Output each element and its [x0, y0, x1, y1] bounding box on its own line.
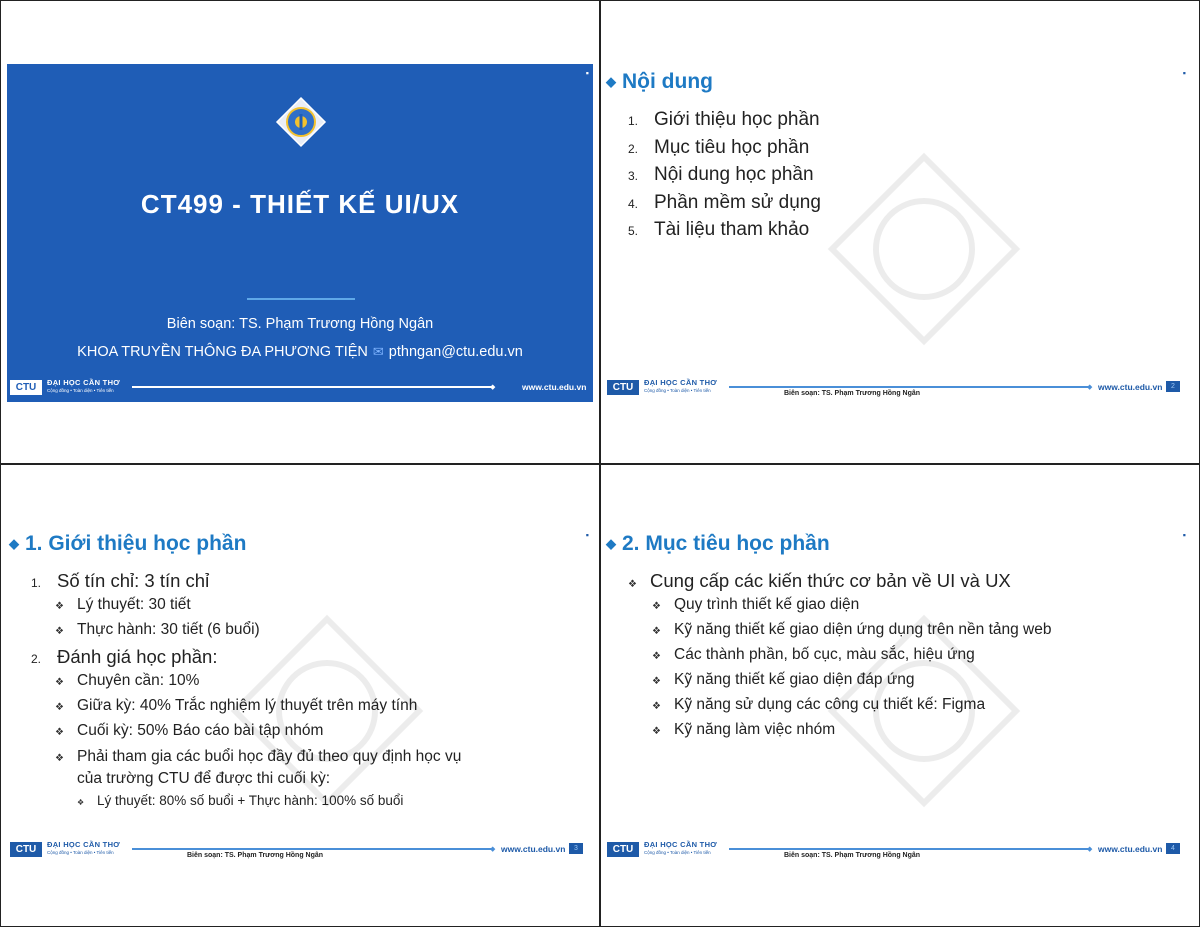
list-subitem: [7, 596, 587, 621]
slide-3-introduction[interactable]: [7, 526, 593, 864]
list-item: [7, 646, 587, 672]
list-text: Cuối kỳ: 50% Báo cáo bài tập nhóm: [77, 722, 324, 739]
list-subsubitem: [7, 793, 587, 815]
footer-diamond-icon: ◆: [1087, 384, 1093, 391]
page-number: 3: [569, 843, 583, 854]
list-text: Các thành phần, bố cục, màu sắc, hiệu ứng: [674, 646, 975, 663]
university-name: ĐẠI HỌC CẦN THƠ: [644, 378, 717, 387]
list-item: [604, 219, 1184, 247]
list-subitem: [7, 621, 587, 646]
list-text: Kỹ năng thiết kế giao diện ứng dụng trên nền tảng web: [674, 621, 1052, 638]
list-item: [604, 109, 1184, 137]
corner-mark-icon: ▪: [585, 530, 589, 540]
list-text: Quy trình thiết kế giao diện: [674, 596, 860, 613]
list-text: Giữa kỳ: 40% Trắc nghiệm lý thuyết trên máy tính: [77, 697, 418, 714]
heading-text: 1. Giới thiệu học phần: [25, 532, 247, 555]
list-subitem: [604, 621, 1184, 646]
slide-footer: [7, 838, 593, 862]
grid-divider-horizontal: [0, 463, 1200, 465]
slide-footer: [604, 376, 1190, 400]
diamond-bullet-icon: ❖: [55, 601, 64, 612]
diamond-bullet-icon: ❖: [55, 702, 64, 713]
list-text: Cung cấp các kiến thức cơ bản về UI và UX: [650, 570, 1011, 591]
diamond-bullet-icon: ❖: [55, 677, 64, 688]
mail-icon: ✉: [372, 344, 384, 359]
list-text: Kỹ năng thiết kế giao diện đáp ứng: [674, 671, 915, 688]
diamond-bullet-icon: ❖: [55, 753, 64, 764]
list-text: của trường CTU để được thi cuối kỳ:: [77, 770, 331, 787]
list-subitem: [7, 747, 587, 789]
diamond-bullet-icon: ❖: [652, 726, 661, 737]
list-text: Đánh giá học phần:: [57, 646, 218, 667]
list-text: Phần mềm sử dụng: [654, 191, 821, 213]
heading-bullet-icon: ◆: [606, 74, 616, 89]
footer-diamond-icon: ◆: [490, 846, 496, 853]
heading-bullet-icon: ◆: [9, 536, 19, 551]
website-link: www.ctu.edu.vn: [522, 382, 587, 392]
corner-mark-icon: ▪: [1182, 68, 1186, 78]
list-number: 1.: [628, 114, 639, 128]
slide-4-objectives[interactable]: [604, 526, 1190, 864]
list-item: [604, 192, 1184, 220]
list-number: 2.: [628, 141, 639, 156]
list-item: [604, 137, 1184, 165]
list-text: Kỹ năng sử dụng các công cụ thiết kế: Figma: [674, 696, 986, 713]
list-number: 2.: [31, 652, 42, 666]
course-title: CT499 - THIẾT KẾ UI/UX: [140, 189, 460, 219]
list-number: 3.: [628, 169, 639, 183]
ctu-badge: CTU: [10, 380, 42, 395]
ctu-badge: CTU: [10, 842, 42, 857]
university-name: ĐẠI HỌC CẦN THƠ: [47, 378, 120, 387]
author-line: Biên soạn: TS. Phạm Trương Hồng Ngân: [166, 316, 434, 332]
website-link: www.ctu.edu.vn: [1098, 382, 1163, 392]
slide-1-title[interactable]: [7, 64, 593, 402]
university-tagline: Cộng đồng • Toàn diện • Tiên tiến: [644, 850, 711, 855]
footer-line: [132, 848, 492, 850]
slide-footer: [604, 838, 1190, 862]
website-link: www.ctu.edu.vn: [1098, 844, 1163, 854]
list-subitem: [7, 697, 587, 722]
list-number: 5.: [628, 224, 639, 238]
ctu-badge: CTU: [607, 842, 639, 857]
list-text: Kỹ năng làm việc nhóm: [674, 721, 836, 738]
university-tagline: Cộng đồng • Toàn diện • Tiên tiến: [47, 388, 114, 393]
heading-bullet-icon: ◆: [606, 536, 616, 551]
diamond-bullet-icon: ❖: [652, 601, 661, 612]
footer-author: Biên soạn: TS. Phạm Trương Hồng Ngân: [784, 852, 921, 859]
corner-mark-icon: ▪: [585, 68, 589, 78]
footer-author: Biên soạn: TS. Phạm Trương Hồng Ngân: [784, 390, 921, 397]
footer-diamond-icon: ◆: [1087, 846, 1093, 853]
heading-text: Nội dung: [622, 70, 713, 93]
website-link: www.ctu.edu.vn: [501, 844, 566, 854]
list-text: Thực hành: 30 tiết (6 buổi): [77, 621, 260, 638]
objectives-list: [604, 570, 1184, 746]
list-item: [7, 570, 587, 596]
contents-list: [604, 109, 1184, 247]
list-text: Nội dung học phần: [654, 164, 814, 185]
diamond-bullet-icon: ❖: [652, 626, 661, 637]
department-line: [7, 344, 593, 360]
footer-line: [729, 386, 1089, 388]
slide-footer: [7, 376, 593, 400]
university-name: ĐẠI HỌC CẦN THƠ: [644, 840, 717, 849]
list-number: 1.: [31, 576, 42, 590]
list-subitem: [7, 722, 587, 747]
diamond-bullet-icon: ❖: [652, 651, 661, 662]
list-subitem: [604, 721, 1184, 746]
slide-heading: [606, 532, 830, 556]
department-name: KHOA TRUYỀN THÔNG ĐA PHƯƠNG TIỆN: [77, 344, 368, 360]
title-divider: [247, 298, 355, 300]
diamond-bullet-icon: ❖: [628, 579, 637, 590]
footer-line: [729, 848, 1089, 850]
list-subitem: [604, 671, 1184, 696]
university-tagline: Cộng đồng • Toàn diện • Tiên tiến: [47, 850, 114, 855]
list-subitem: [604, 696, 1184, 721]
ctu-badge: CTU: [607, 380, 639, 395]
footer-diamond-icon: ◆: [490, 384, 496, 391]
corner-mark-icon: ▪: [1182, 530, 1186, 540]
list-number: 4.: [628, 196, 639, 211]
slide-heading: [606, 70, 713, 94]
list-text: Lý thuyết: 30 tiết: [77, 596, 191, 613]
diamond-bullet-icon: ❖: [652, 701, 661, 712]
email-address: pthngan@ctu.edu.vn: [388, 344, 523, 360]
footer-author: Biên soạn: TS. Phạm Trương Hồng Ngân: [187, 852, 324, 859]
list-item: [604, 164, 1184, 192]
list-item: [604, 570, 1184, 596]
list-subitem: [604, 596, 1184, 621]
list-text: Phải tham gia các buổi học đầy đủ theo quy định học vụ: [77, 748, 462, 765]
list-text: Số tín chỉ: 3 tín chỉ: [57, 570, 210, 591]
list-text: Tài liệu tham khảo: [654, 219, 810, 240]
list-text: Giới thiệu học phần: [654, 109, 820, 130]
list-text: Lý thuyết: 80% số buổi + Thực hành: 100% số buổi: [97, 793, 404, 808]
page-number: 2: [1166, 381, 1180, 392]
diamond-bullet-icon: ❖: [77, 798, 85, 807]
list-text: Chuyên cần: 10%: [77, 672, 200, 689]
list-subitem: [604, 646, 1184, 671]
diamond-bullet-icon: ❖: [55, 727, 64, 738]
list-subitem: [7, 672, 587, 697]
ctu-seal-icon: [275, 96, 327, 148]
university-name: ĐẠI HỌC CẦN THƠ: [47, 840, 120, 849]
diamond-bullet-icon: ❖: [652, 676, 661, 687]
heading-text: 2. Mục tiêu học phần: [622, 532, 830, 555]
slide-2-contents[interactable]: [604, 64, 1190, 402]
diamond-bullet-icon: ❖: [55, 626, 64, 637]
page-number: 4: [1166, 843, 1180, 854]
intro-list: [7, 570, 587, 815]
list-text: Mục tiêu học phần: [654, 136, 810, 158]
slide-heading: [9, 532, 246, 556]
footer-line: [132, 386, 492, 388]
university-tagline: Cộng đồng • Toàn diện • Tiên tiến: [644, 388, 711, 393]
